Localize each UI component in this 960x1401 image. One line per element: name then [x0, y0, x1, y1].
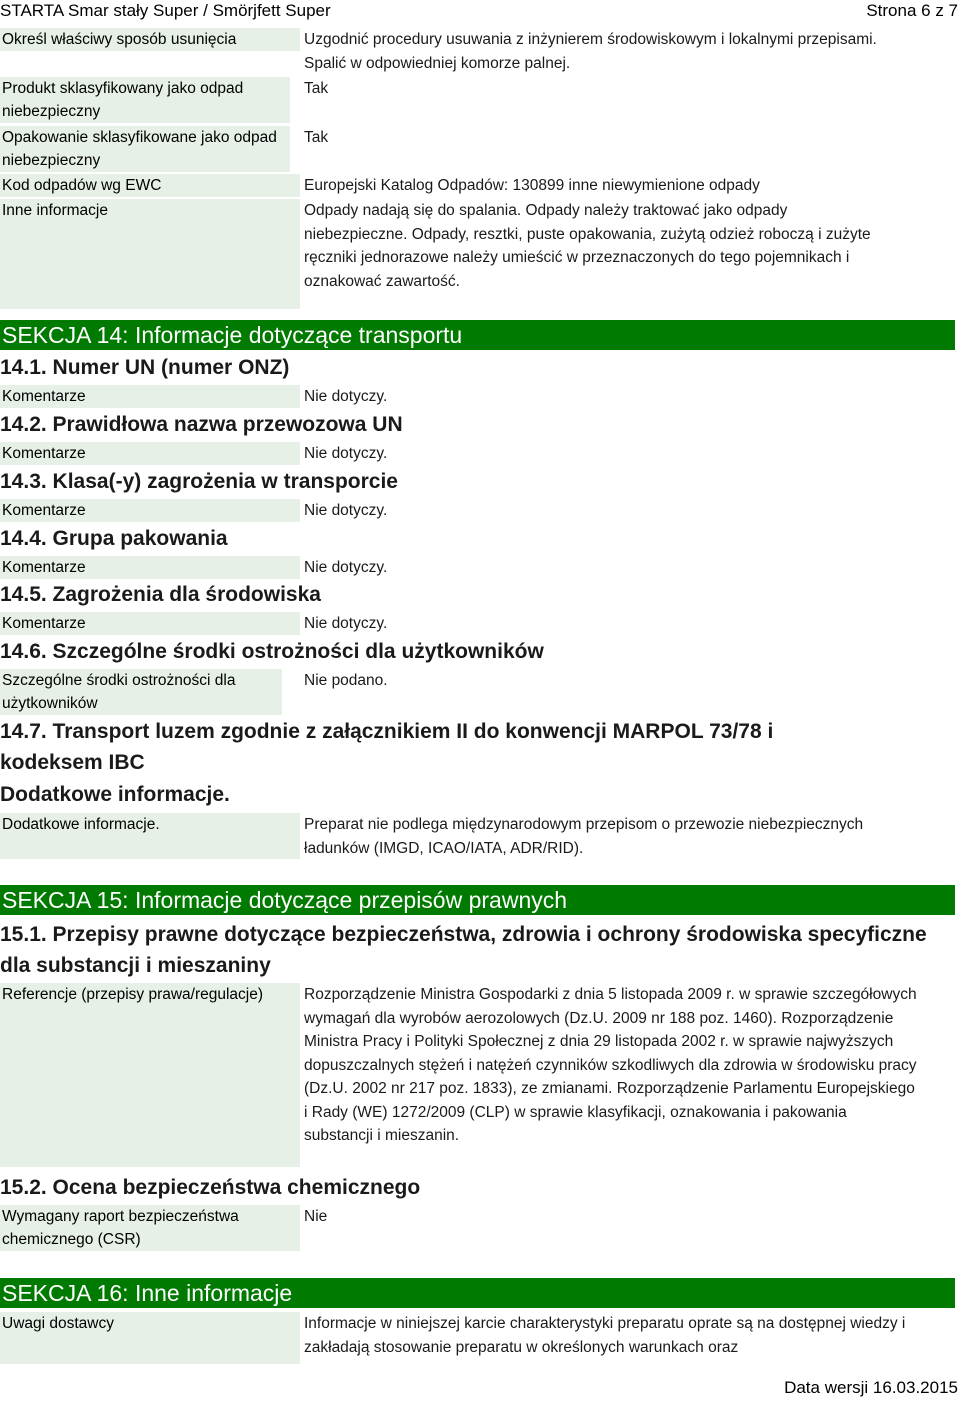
ewc-code-value: Europejski Katalog Odpadów: 130899 inne niewymienione odpady [304, 177, 760, 194]
product-hazardous-value: Tak [304, 80, 329, 97]
references-value: Rozporządzenie Ministra Gospodarki z dnia 5 listopada 2009 r. w sprawie szczegółowych wymagań dla wyrobów aerozolowych (Dz.U. 2009 nr 188 poz. 1460). Rozporządzenie Ministra Pracy i Polityki Społecznej z dnia 29 listopada 2002 r. w sprawie najwyższych dopuszczalnych stężeń i natężeń czynników szkodliwych dla zdrowia w środowisku pracy (Dz.U. 2002 nr 217 poz. 1833), ze zmianami. Rozporządzenie Parlamentu Europejskiego i Rady (WE) 1272/2009 (CLP) w sprawie klasyfikacji, oznakowania i pakowania substancji i mieszanin. [304, 986, 917, 1144]
comments-label: Komentarze [0, 385, 300, 408]
page-number: Strona 6 z 7 [866, 1, 958, 20]
comments-value: Nie dotyczy. [304, 615, 388, 632]
subsection-14-7-title: 14.7. Transport luzem zgodnie z załącznikiem II do konwencji MARPOL 73/78 i kodeksem IBC [0, 720, 774, 774]
additional-info-label: Dodatkowe informacje. [0, 813, 300, 859]
subsection-14-3-title: 14.3. Klasa(-y) zagrożenia w transporcie [0, 470, 398, 493]
comments-label: Komentarze [0, 499, 300, 522]
comments-value: Nie dotyczy. [304, 502, 388, 519]
special-precautions-label: Szczególne środki ostrożności dla użytkowników [0, 669, 282, 715]
subsection-14-4-title: 14.4. Grupa pakowania [0, 527, 228, 550]
subsection-15-1-title: 15.1. Przepisy prawne dotyczące bezpieczeństwa, zdrowia i ochrony środowiska specyficzne dla substancji i mieszaniny [0, 923, 927, 977]
version-date-label: Data wersji [784, 1378, 869, 1397]
page-footer [784, 1377, 958, 1399]
section-15-header: SEKCJA 15: Informacje dotyczące przepisów prawnych [0, 885, 955, 915]
additional-info-value: Preparat nie podlega międzynarodowym przepisom o przewozie niebezpiecznych ładunków (IMGD, ICAO/IATA, ADR/RID). [304, 816, 864, 857]
comments-value: Nie dotyczy. [304, 445, 388, 462]
references-label: Referencje (przepisy prawa/regulacje) [0, 983, 300, 1167]
disposal-method-label: Określ właściwy sposób usunięcia [0, 28, 300, 51]
page-header [0, 0, 960, 24]
packaging-hazardous-label: Opakowanie sklasyfikowane jako odpad niebezpieczny [0, 126, 290, 172]
comments-label: Komentarze [0, 612, 300, 635]
subsection-14-2-title: 14.2. Prawidłowa nazwa przewozowa UN [0, 413, 403, 436]
other-info-value: Odpady nadają się do spalania. Odpady należy traktować jako odpady niebezpieczne. Odpady, resztki, puste opakowania, zużytą odzież roboczą i zużyte ręczniki jednorazowe należy umieścić w przeznaczonych do tego pojemnikach i oznakować zawartość. [304, 202, 871, 290]
csr-value: Nie [304, 1208, 328, 1225]
document-title: STARTA Smar stały Super / Smörjfett Super [0, 1, 331, 20]
comments-label: Komentarze [0, 442, 300, 465]
subsection-14-6-title: 14.6. Szczególne środki ostrożności dla użytkowników [0, 640, 544, 663]
version-date-value: 16.03.2015 [872, 1378, 958, 1397]
comments-label: Komentarze [0, 556, 300, 579]
special-precautions-value: Nie podano. [304, 672, 388, 689]
supplier-notes-label: Uwagi dostawcy [0, 1312, 300, 1364]
additional-info-title: Dodatkowe informacje. [0, 783, 230, 806]
supplier-notes-value: Informacje w niniejszej karcie charakterystyki preparatu oprate są na dostępnej wiedzy i zakładają stosowanie preparatu w określonych warunkach oraz [304, 1315, 906, 1356]
disposal-method-value: Uzgodnić procedury usuwania z inżynierem środowiskowym i lokalnymi przepisami. Spalić w odpowiedniej komorze palnej. [304, 31, 877, 72]
comments-value: Nie dotyczy. [304, 559, 388, 576]
packaging-hazardous-value: Tak [304, 129, 329, 146]
subsection-14-1-title: 14.1. Numer UN (numer ONZ) [0, 356, 290, 379]
product-hazardous-label: Produkt sklasyfikowany jako odpad niebezpieczny [0, 77, 290, 123]
subsection-14-5-title: 14.5. Zagrożenia dla środowiska [0, 583, 321, 606]
other-info-label: Inne informacje [0, 199, 300, 309]
comments-value: Nie dotyczy. [304, 388, 388, 405]
section-14-header: SEKCJA 14: Informacje dotyczące transportu [0, 320, 955, 350]
ewc-code-label: Kod odpadów wg EWC [0, 174, 300, 197]
csr-label: Wymagany raport bezpieczeństwa chemicznego (CSR) [0, 1205, 300, 1251]
subsection-15-2-title: 15.2. Ocena bezpieczeństwa chemicznego [0, 1176, 421, 1199]
section-16-header: SEKCJA 16: Inne informacje [0, 1278, 955, 1308]
